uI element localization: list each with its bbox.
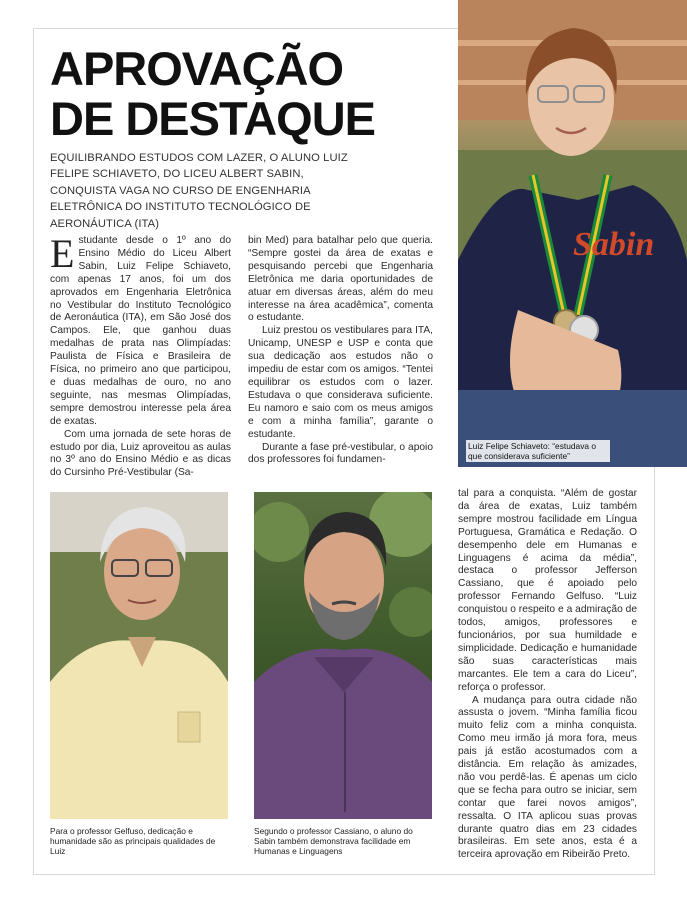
- paragraph: tal para a conquista. “Além de gostar da área de exatas, Luiz também sempre mostrou facilidade em Língua Portuguesa, Gramática e Redação. O desempenho dele em Humanas e Linguagens é acima da média”, destaca o professor Jefferson Cassiano, que é apoiado pelo professor Fernando Gelfuso. “Luiz conquistou o respeito e a admiração de todos, amigos, professores e funcionários, por sua humildade e simplicidade. Dedicação e humanidade são suas características mais marcantes. Ele tem a cara do Liceu”, reforça o professor.: [458, 488, 637, 693]
- article-title: [50, 44, 450, 144]
- gelfuso-photo-caption: Para o professor Gelfuso, dedicação e humanidade são as principais qualidades de Luiz: [50, 826, 216, 856]
- student-photo-caption: Luiz Felipe Schiaveto: “estudava o que considerava suficiente”: [466, 440, 610, 462]
- paragraph: A mudança para outra cidade não assusta o jovem. “Minha família ficou muito feliz com a minha conquista. Como meu irmão já mora fora, meus pais já estão acostumados com a distância. Em relação às amizades, não vou perdê-las. É apenas um ciclo que se fecha para outro se iniciar, sem contar que farei novos amigos”, ressalta. O ITA aplicou suas provas durante quatro dias em 23 cidades brasileiras. Em sete anos, esta é a terceira aprovação em Ribeirão Preto.: [458, 694, 637, 861]
- cassiano-illustration: [254, 492, 432, 819]
- cassiano-photo: [254, 492, 432, 819]
- cassiano-photo-caption: Segundo o professor Cassiano, o aluno do Sabin também demonstrava facilidade em Humanas e Linguagens: [254, 826, 413, 856]
- paragraph: Com uma jornada de sete horas de estudo por dia, Luiz aproveitou as aulas no 3º ano do Ensino Médio e as dicas do Cursinho Pré-Vestibular (Sa-: [50, 428, 231, 479]
- paragraph: [50, 231, 231, 429]
- paragraph-text: studante desde o 1º ano do Ensino Médio do Liceu Albert Sabin, Luiz Felipe Schiaveto, com apenas 17 anos, foi um dos aprovados em Engenharia Eletrônica no Vestibular do Instituto Tecnológico de Aeronáutica (ITA), em São José dos Campos. Ele, que ganhou duas medalhas de prata nas Olimpíadas: Paulista de Física e Brasileira de Física, no primeiro ano que participou, e duas medalhas de ouro, no ano seguinte, nas mesmas Olimpíadas, sempre demostrou interesse pela área de exatas.: [50, 235, 231, 427]
- shirt-logo-text: Sabin: [573, 226, 655, 263]
- text-column-2: [248, 235, 433, 467]
- drop-cap: E: [50, 231, 75, 276]
- student-photo: [458, 0, 687, 467]
- gelfuso-illustration: [50, 492, 228, 819]
- text-column-1: [50, 231, 231, 480]
- paragraph: Luiz prestou os vestibulares para ITA, Unicamp, UNESP e USP e conta que sua dedicação aos estudos não o impediu de estar com os amigos. “Tentei equilibrar os estudos com o lazer. Estudava o que considerava suficiente. Eu namoro e saio com os meus amigos e com a minha família”, garante o estudante.: [248, 325, 433, 440]
- title-line-2: DE DESTAQUE: [50, 92, 375, 145]
- text-column-3: [458, 488, 637, 862]
- paragraph: Durante a fase pré-vestibular, o apoio dos professores foi fundamen-: [248, 441, 433, 466]
- gelfuso-photo: [50, 492, 228, 819]
- paragraph: bin Med) para batalhar pelo que queria. “Sempre gostei da área de exatas e pesquisando percebi que Engenharia Eletrônica me daria oportunidades de atuar em diversas áreas, além do meu interesse na área acadêmica”, comenta o estudante.: [248, 235, 433, 324]
- student-illustration: [458, 0, 687, 467]
- title-line-1: APROVAÇÃO: [50, 42, 344, 95]
- article-subtitle: EQUILIBRANDO ESTUDOS COM LAZER, O ALUNO LUIZ FELIPE SCHIAVETO, DO LICEU ALBERT SABIN, CONQUISTA VAGA NO CURSO DE ENGENHARIA ELETRÔNICA DO INSTITUTO TECNOLÓGICO DE AERONÁUTICA (ITA): [50, 152, 348, 230]
